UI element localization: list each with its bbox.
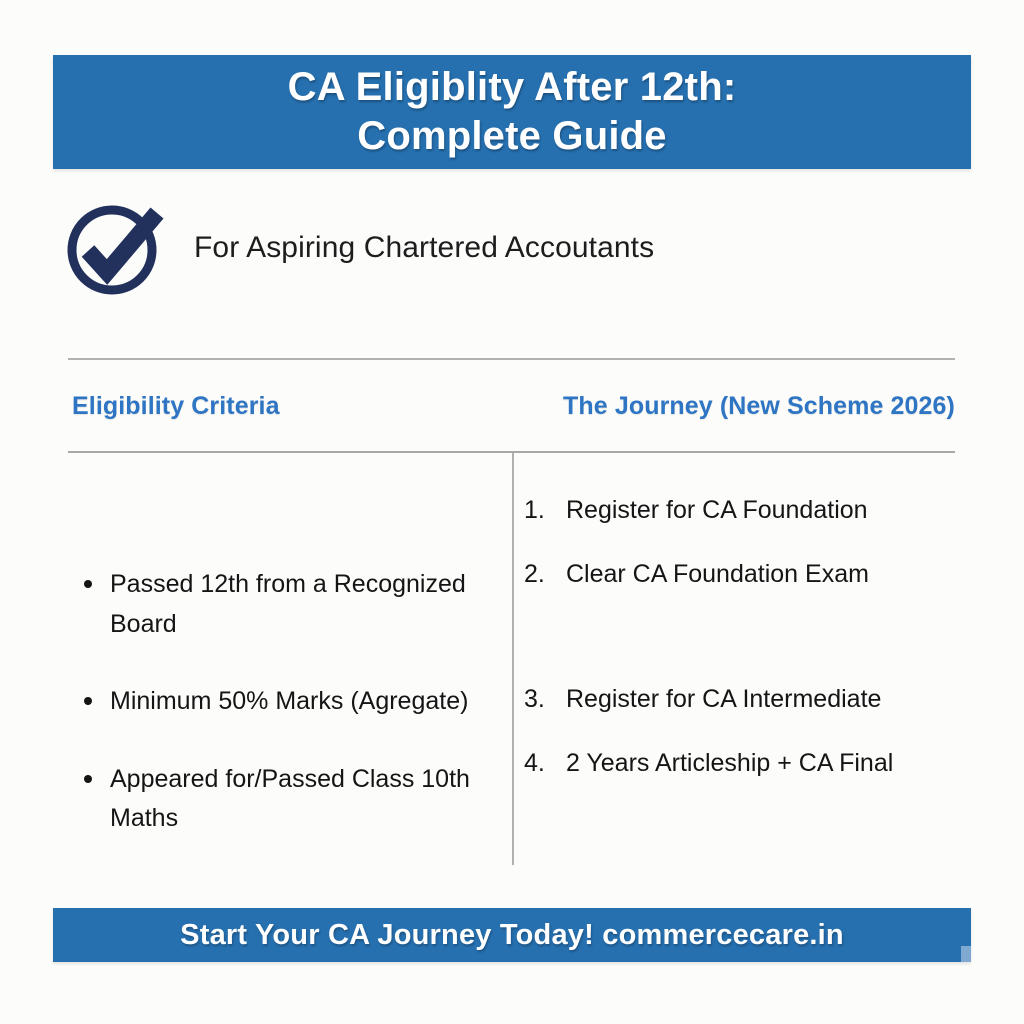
eligibility-criteria-list: [78, 565, 498, 839]
step-number: 1.: [524, 496, 545, 524]
list-item: [78, 760, 498, 839]
left-column-heading: Eligibility Criteria: [72, 392, 280, 420]
list-item: [524, 681, 954, 719]
right-column-heading: The Journey (New Scheme 2026): [563, 392, 955, 420]
page-title-line-2: Complete Guide: [357, 114, 667, 158]
check-circle-icon: [62, 196, 166, 300]
step-number: 3.: [524, 685, 545, 713]
header-banner: [53, 55, 971, 169]
subtitle-row: [62, 196, 962, 300]
subtitle-text: For Aspiring Chartered Accoutants: [194, 231, 655, 264]
list-item: [524, 556, 954, 594]
step-text: Register for CA Intermediate: [566, 685, 882, 713]
step-text: Register for CA Foundation: [566, 496, 868, 524]
criteria-text: Passed 12th from a Recognized Board: [110, 570, 466, 638]
criteria-text: Minimum 50% Marks (Agregate): [110, 687, 469, 715]
list-item: [524, 745, 954, 783]
footer-cta-text: Start Your CA Journey Today! commercecare.in: [180, 918, 844, 951]
list-item: [78, 682, 498, 722]
footer-cta-banner: [53, 908, 971, 962]
page-title-line-1: CA Eligiblity After 12th:: [287, 65, 737, 110]
divider-above-columns: [68, 358, 955, 360]
step-number: 4.: [524, 748, 545, 777]
journey-steps-list: [524, 492, 954, 782]
step-number: 2.: [524, 559, 545, 588]
criteria-text: Appeared for/Passed Class 10th Maths: [110, 764, 470, 832]
column-vertical-divider: [512, 453, 514, 865]
list-item: [78, 565, 498, 644]
step-text: Clear CA Foundation Exam: [566, 559, 869, 588]
step-text: 2 Years Articleship + CA Final: [566, 748, 894, 777]
list-item: [524, 492, 954, 530]
